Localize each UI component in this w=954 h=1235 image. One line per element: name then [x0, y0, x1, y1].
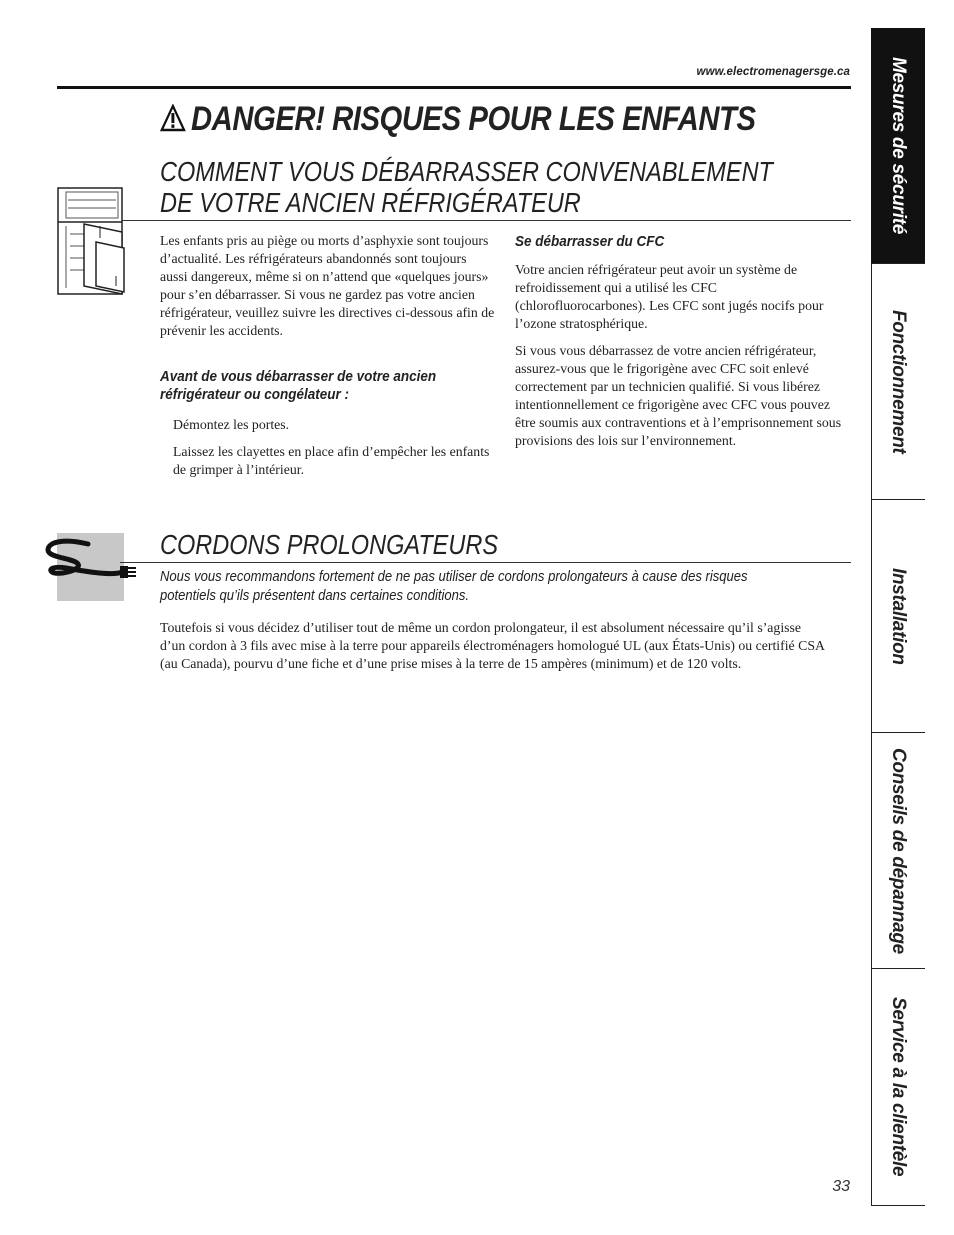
tab-troubleshooting[interactable] [871, 733, 925, 969]
step-remove-doors: Démontez les portes. [173, 417, 290, 432]
cfc-paragraph-1: Votre ancien réfrigérateur peut avoir un système de refroidissement qui a utilisé les CFC (chlorofluorocarbones). Les CFC sont jugés nocifs pour l’ozone stratosphérique. [515, 262, 824, 331]
cords-intro: Nous vous recommandons fortement de ne pas utiliser de cordons prolongateurs à cause des risques potentiels qu’ils présentent dans certaines conditions. [160, 569, 748, 604]
warning-triangle-icon [160, 104, 186, 132]
danger-title [160, 100, 756, 139]
danger-title-text: DANGER! RISQUES POUR LES ENFANTS [190, 100, 756, 138]
tab-installation-label: Installation [888, 567, 909, 665]
website-url: www.electromenagersge.ca [696, 66, 850, 78]
subtitle-line-2: DE VOTRE ANCIEN RÉFRIGÉRATEUR [160, 187, 581, 218]
cords-title: CORDONS PROLONGATEURS [160, 529, 499, 560]
page-number: 33 [832, 1178, 850, 1195]
refrigerator-illustration [56, 186, 126, 298]
subtitle-line-1: COMMENT VOUS DÉBARRASSER CONVENABLEMENT [160, 156, 773, 187]
before-disposal-heading: Avant de vous débarrasser de votre ancien réfrigérateur ou congélateur : [160, 368, 437, 403]
cords-body: Toutefois si vous décidez d’utiliser tout de même un cordon prolongateur, il est absolument nécessaire qu’il s’agisse d’un cordon à 3 fils avec mise à la terre pour appareils électroménagers homologué UL (aux États-Unis) ou certifié CSA (au Canada), pourvu d’une fiche et d’une prise mises à la terre de 15 ampères (minimum) et de 120 volts. [160, 620, 825, 671]
cfc-heading: Se débarrasser du CFC [515, 233, 665, 250]
tab-troubleshooting-label: Conseils de dépannage [888, 747, 909, 954]
subtitle-rule [120, 220, 851, 221]
cfc-paragraph-2: Si vous vous débarrassez de votre ancien réfrigérateur, assurez-vous que le frigorigène avec CFC soit enlevé correctement par un technicien qualifié. Si vous libérez intentionnellement ce frigorigène avec CFC vous pouvez être soumis aux contraventions et à l’emprisonnement sous provisions des lois sur l’environnement. [515, 343, 842, 448]
tab-installation[interactable] [871, 500, 925, 733]
tab-operation[interactable] [871, 264, 925, 500]
tab-safety-label: Mesures de sécurité [888, 57, 909, 234]
tab-safety[interactable] [871, 28, 925, 264]
extension-cord-icon [44, 536, 140, 584]
tab-operation-label: Fonctionnement [888, 309, 909, 454]
step-leave-shelves: Laissez les clayettes en place afin d’empêcher les enfants de grimper à l’intérieur. [173, 444, 490, 477]
section-subtitle [160, 156, 773, 218]
tab-customer-service[interactable] [871, 969, 925, 1206]
header-rule [57, 86, 851, 89]
cords-rule [120, 562, 851, 563]
danger-intro-paragraph: Les enfants pris au piège ou morts d’asphyxie sont toujours d’actualité. Les réfrigérateurs abandonnés sont toujours aussi dangereux, même si on n’attend que «quelques jours» pour s’en débarrasser. Si vous ne gardez pas votre ancien réfrigérateur, veuillez suivre les directives ci-dessous afin de prévenir les accidents. [160, 233, 495, 338]
tab-customer-service-label: Service à la clientèle [888, 997, 909, 1177]
